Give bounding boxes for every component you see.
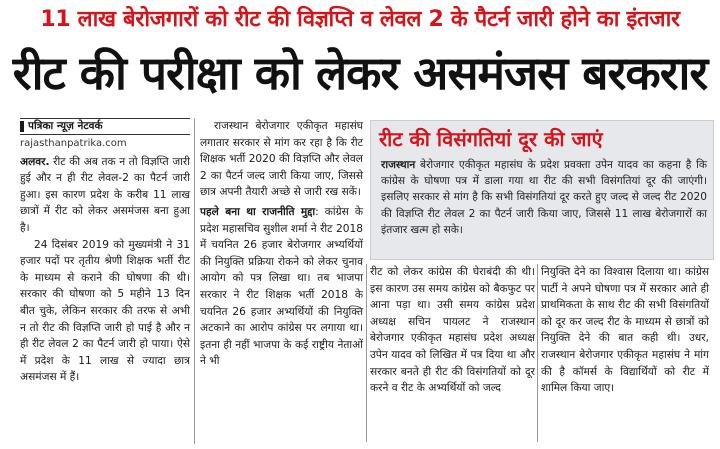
byline-marker <box>20 121 24 132</box>
kicker-headline: 11 लाख बेरोजगारों को रीट की विज्ञप्ति व लेवल 2 के पैटर्न जारी होने का इंतजार <box>40 7 680 32</box>
sidebar-place: राजस्थान <box>381 159 416 171</box>
subheading: पहले बना था राजनीति मुद्दा <box>200 205 316 218</box>
article-column-4 <box>541 264 709 442</box>
paragraph: राजस्थान बेरोजगार एकीकृत महासंघ लगातार सरकार से मांग कर रहा है कि रीट शिक्षक भर्ती 2020 की विज्ञप्ति और लेवल 2 का पैटर्न जल्द जारी किया जाए, जिससे छात्र अपनी तैयारी अच्छे से जारी रख सकें। <box>200 120 363 199</box>
paragraph <box>200 204 363 370</box>
paragraph: रीट को लेकर कांग्रेस की घेराबंदी की थी। इस कारण उस समय कांग्रेस को बैकफुट पर आना पड़ा था। उसी समय कांग्रेस प्रदेश अध्यक्ष सचिन पायलट ने राजस्थान बेरोजगार एकीकृत महासंघ प्रदेश अध्यक्ष उपेन यादव को लिखित में पत्र दिया था और सरकार बनते ही रीट की विसंगतियों को दूर करने व रीट के अभ्यर्थियों को जल्द <box>370 266 535 395</box>
paragraph: नियुक्ति देने का विश्वास दिलाया था। कांग्रेस पार्टी ने अपने घोषणा पत्र में सरकार आते ही प्राथमिकता के साथ रीट की सभी विसंगतियों को दूर कर जल्द रीट के माध्यम से छात्रों को नियुक्ति देने की बात कही थी। उधर, राजस्थान बेरोजगार एकीकृत महासंघ ने मांग की है कॉमर्स के विद्यार्थियों को रीट में शामिल किया जाए। <box>541 266 709 395</box>
main-headline: रीट की परीक्षा को लेकर असमंजस बरकरार <box>12 46 708 100</box>
paragraph-text: रीट की अब तक न तो विज्ञप्ति जारी हुई और न ही रीट लेवल-2 का पैटर्न जारी हुआ। इस कारण प्रदेश के करीब 11 लाख छात्रों में रीट को लेकर असमंजस बना हुआ है। <box>20 155 191 234</box>
article-column-3 <box>370 264 535 442</box>
paragraph-text: : कांग्रेस के प्रदेश महासचिव सुशील शर्मा ने रीट 2018 में चयनित 26 हजार बेरोजगार अभ्यर्थियों की नियुक्ति प्रक्रिया रोकने को लेकर चुनाव आयोग को पत्र लिखा था। तब भाजपा सरकार ने रीट शिक्षक भर्ती 2018 के चयनित 26 हजार अभ्यर्थियों की नियुक्ति अटकाने का आरोप कांग्रेस पर लगाया था। इतना ही नहीं भाजपा के कई राष्ट्रीय नेताओं ने भी <box>200 205 363 368</box>
paragraph <box>20 154 190 237</box>
dateline: अलवर. <box>20 155 50 168</box>
column-divider <box>194 118 195 444</box>
byline-site: rajasthanpatrika.com <box>20 138 127 149</box>
sidebar-text: बेरोजगार एकीकृत महासंघ के प्रदेश प्रवक्ता उपेन यादव का कहना है कि कांग्रेस के घोषणा पत्र में डाला गया था रीट की सभी विसंगतियां दूर की जाएंगी। इसलिए सरकार से मांग है कि सभी विसंगतियां दूर करते हुए जल्द से जल्द रीट 2020 की विज्ञप्ति रीट लेवल 2 का पैटर्न जारी किया जाए, जिससे 11 लाख बेरोजगारों का इंतजार खत्म हो सके। <box>381 159 707 236</box>
sidebar-box <box>370 120 714 260</box>
article-column-2 <box>200 118 363 443</box>
sidebar-body <box>381 157 707 257</box>
byline-credit: पत्रिका न्यूज़ नेटवर्क <box>28 120 103 133</box>
article-column-1 <box>20 118 190 443</box>
paragraph: 24 दिसंबर 2019 को मुख्यमंत्री ने 31 हजार पदों पर तृतीय श्रेणी शिक्षक भर्ती रीट के माध्यम से कराने की घोषणा की थी। सरकार की घोषणा को 5 महीने 13 दिन बीत चुके, लेकिन सरकार की तरफ से अभी न तो रीट की विज्ञप्ति जारी हो पाई है और न ही रीट लेवल 2 का पैटर्न जारी हो पाया। ऐसे में प्रदेश के 11 लाख से ज्यादा छात्र असमंजस में हैं। <box>20 238 190 384</box>
sidebar-title: रीट की विसंगतियां दूर की जाएं <box>379 127 603 151</box>
byline <box>20 118 190 135</box>
column-divider <box>537 264 538 442</box>
column-divider <box>366 264 367 442</box>
